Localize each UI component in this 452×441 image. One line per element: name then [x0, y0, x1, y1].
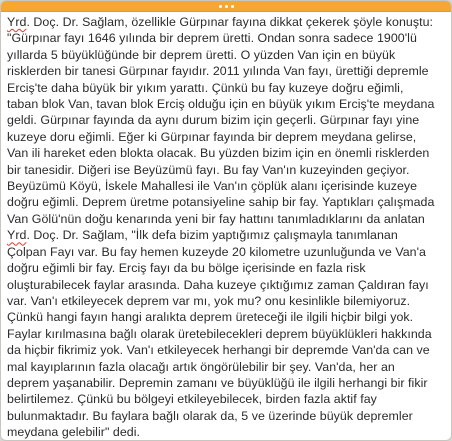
- document-body: [1, 12, 451, 441]
- text-line: [7, 14, 445, 30]
- text-line: belirtilemez. Çünkü bu bölgeyi etkileyebilecek, birden fazla aktif fay: [7, 392, 377, 407]
- text-line: Van Gölü'nün doğu kenarında yeni bir fay hattını tanımladıklarını da anlatan: [7, 211, 425, 226]
- text-line: Van ili hareket eden blokta olacak. Bu yüzden bizim için en önemli risklerden: [7, 146, 430, 161]
- drag-handle-icon[interactable]: [219, 5, 234, 8]
- text-line: da hiçbir fikrimiz yok. Van'ı etkileyecek herhangi bir depremde Van'da can ve: [7, 343, 430, 358]
- text-line: taban blok Van, tavan blok Erciş olduğu için en büyük yıkım Erciş'te meydana: [7, 97, 435, 112]
- text-line: meydana gelebilir" dedi.: [7, 425, 141, 440]
- text-line: Çünkü hangi fayın hangi aralıkta deprem üreteceği ile ilgili hiçbir bilgi yok.: [7, 310, 414, 325]
- text-line: "Gürpınar fayı 1646 yılında bir deprem üretti. Ondan sonra sadece 1900'lü: [7, 31, 417, 46]
- text-line: doğru eğimli. Deprem üretme potansiyeline sahip bir fay. Yaptıkları çalışmada: [7, 195, 435, 210]
- misspelled-word[interactable]: Yrd: [7, 228, 27, 243]
- text-line: oluşturabilecek faylar arasında. Daha kuzeye çıktığımız zaman Çaldıran fayı: [7, 277, 429, 292]
- text-line: risklerden bir tanesi Gürpınar fayıdır. 2011 yılında Van fayı, ürettiği depremle: [7, 64, 429, 79]
- text-line: kuzeye doru eğimli. Eğer ki Gürpınar fayında bir deprem meydana gelirse,: [7, 129, 417, 144]
- text-line: Faylar kırılmasına bağlı olarak üretebilecekleri deprem büyüklükleri hakkında: [7, 326, 432, 341]
- text-line: geldi. Gürpınar fayında da aynı durum bizim için geçerli. Gürpınar fayı yine: [7, 113, 420, 128]
- text-line: Erciş'te daha büyük bir yıkım yarattı. Çünkü bu fay kuzeye doğru eğimli,: [7, 80, 404, 95]
- text-line: doğru eğimli bir fay. Erciş fayı da bu bölge içerisinde en fazla risk: [7, 261, 366, 276]
- text-line: [7, 227, 445, 243]
- text-line-rest: . Doç. Dr. Sağlam, "İlk defa bizim yaptığımız çalışmayla tanımlanan: [26, 228, 398, 243]
- text-line: mal kayıplarının fazla olacağı artık öngörülebilir bir şey. Van'da, her an: [7, 359, 395, 374]
- text-line-rest: . Doç. Dr. Sağlam, özellikle Gürpınar fayına dikkat çekerek şöyle konuştu:: [26, 15, 434, 29]
- window-titlebar[interactable]: [1, 1, 451, 12]
- text-line: bir tanesidir. Diğeri ise Beyüzümü fayı. Bu fay Van'ın kuzeyinden geçiyor.: [7, 162, 410, 177]
- misspelled-word[interactable]: Yrd: [7, 15, 27, 29]
- text-line: var. Van'ı etkileyecek deprem var mı, yok mu? onu kesinlikle bilemiyoruz.: [7, 293, 411, 308]
- text-line: bulunmaktadır. Bu faylara bağlı olarak da, 5 ve üzerinde büyük depremler: [7, 408, 413, 423]
- text-line: yıllarda 5 büyüklüğünde bir deprem üretti. O yüzden Van için en büyük: [7, 47, 396, 62]
- text-line: deprem yaşanabilir. Depremin zamanı ve büyüklüğü ile ilgili herhangi bir fikir: [7, 375, 428, 390]
- text-line: Beyüzümü Köyü, İskele Mahallesi ile Van'ın çöplük alanı içerisinde kuzeye: [7, 179, 418, 194]
- text-line: Çolpan Fayı var. Bu fay hemen kuzeyde 20 kilometre uzunluğunda ve Van'a: [7, 244, 426, 259]
